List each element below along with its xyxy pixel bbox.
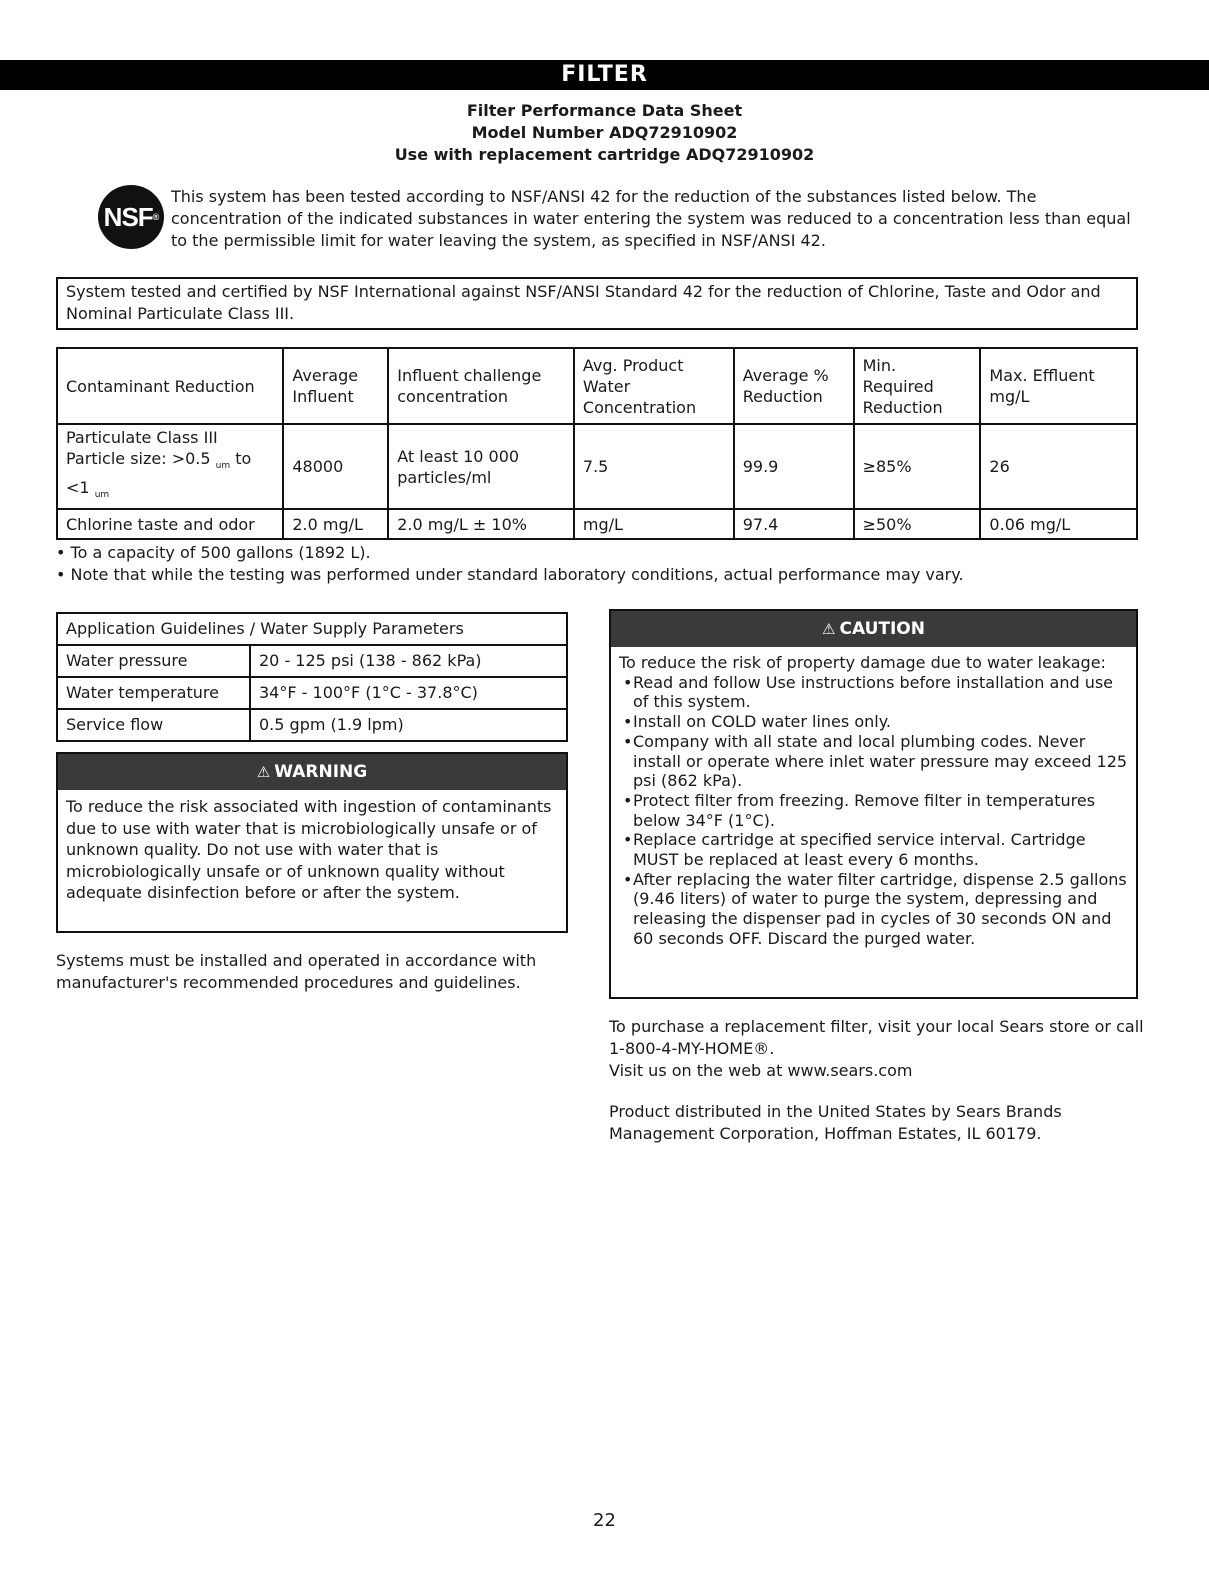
parameter-label: Service flow: [57, 709, 250, 741]
performance-table: [56, 347, 1138, 540]
list-item: • Company with all state and local plumbing codes. Never install or operate where inlet water pressure may exceed 125 psi (862 kPa).: [619, 732, 1128, 791]
caution-title: CAUTION: [839, 619, 925, 639]
table-row: [57, 645, 567, 677]
purchase-info: [609, 1016, 1149, 1082]
sheet-title: Filter Performance Data Sheet: [466, 101, 743, 120]
website-text: Visit us on the web at www.sears.com: [609, 1061, 913, 1080]
model-number: Model Number ADQ72910902: [471, 123, 738, 142]
particle-size-max: <1: [66, 478, 90, 498]
table-row: [57, 424, 1137, 509]
table-cell: 97.4: [734, 509, 854, 539]
warning-box: [56, 752, 568, 933]
table-row: [57, 709, 567, 741]
application-title: Application Guidelines / Water Supply Parameters: [57, 613, 567, 645]
nsf-intro-text: This system has been tested according to NSF/ANSI 42 for the reduction of the substances listed below. The concentration of the indicated substances in water entering the system was reduced to a concentration less than equal to the permissible limit for water leaving the system, as specified in NSF/ANSI 42.: [171, 187, 1131, 250]
parameter-label: Water pressure: [57, 645, 250, 677]
table-cell: 0.06 mg/L: [980, 509, 1137, 539]
warning-title: WARNING: [274, 762, 368, 782]
warning-text: To reduce the risk associated with ingestion of contaminants due to use with water that is microbiologically unsafe or of unknown quality. Do not use with water that is microbiologically unsafe or of unknown quality without adequate disinfection before or after the system.: [66, 797, 552, 902]
unit-subscript: um: [94, 490, 110, 501]
table-cell: 99.9: [734, 424, 854, 509]
installation-note: Systems must be installed and operated in accordance with manufacturer's recommended procedures and guidelines.: [56, 951, 537, 992]
caution-body: [611, 647, 1136, 949]
capacity-note: • To a capacity of 500 gallons (1892 L).: [56, 543, 371, 562]
header-cell: Influent challenge concentration: [388, 348, 574, 424]
list-item: • Read and follow Use instructions before installation and use of this system.: [619, 673, 1128, 712]
header-cell: Avg. Product Water Concentration: [574, 348, 734, 424]
warning-icon: ⚠: [256, 763, 271, 781]
testing-note: • Note that while the testing was performed under standard laboratory conditions, actual performance may vary.: [56, 565, 964, 584]
list-item: • Install on COLD water lines only.: [619, 712, 1128, 732]
application-guidelines-table: [56, 612, 568, 742]
table-cell: 2.0 mg/L ± 10%: [388, 509, 574, 539]
caution-intro: To reduce the risk of property damage due to water leakage:: [619, 653, 1106, 672]
list-item: • After replacing the water filter cartridge, dispense 2.5 gallons (9.46 liters) of water to purge the system, depressing and releasing the dispenser pad in cycles of 30 seconds ON and 60 seconds OFF. Discard the purged water.: [619, 870, 1128, 949]
section-banner: FILTER: [0, 60, 1209, 90]
header-cell: Average % Reduction: [734, 348, 854, 424]
contaminant-cell: Chlorine taste and odor: [57, 509, 283, 539]
table-cell: mg/L: [574, 509, 734, 539]
certification-box: System tested and certified by NSF International against NSF/ANSI Standard 42 for the reduction of Chlorine, Taste and Odor and Nominal Particulate Class III.: [56, 277, 1138, 330]
table-cell: ≥50%: [854, 509, 981, 539]
particle-size-upper: [66, 477, 274, 506]
caution-list: [619, 673, 1128, 949]
parameter-value: 34°F - 100°F (1°C - 37.8°C): [250, 677, 567, 709]
table-cell: 48000: [283, 424, 388, 509]
parameter-value: 0.5 gpm (1.9 lpm): [250, 709, 567, 741]
table-cell: 2.0 mg/L: [283, 509, 388, 539]
parameter-value: 20 - 125 psi (138 - 862 kPa): [250, 645, 567, 677]
registered-mark: ®: [152, 212, 159, 222]
unit-subscript: um: [215, 461, 231, 472]
table-header-row: [57, 613, 567, 645]
table-cell: 7.5: [574, 424, 734, 509]
table-row: [57, 677, 567, 709]
contaminant-cell: [57, 424, 283, 509]
header-cell: Average Influent: [283, 348, 388, 424]
purchase-text: To purchase a replacement filter, visit your local Sears store or call 1-800-4-MY-HOME®.: [609, 1017, 1144, 1058]
header-cell: Max. Effluent mg/L: [980, 348, 1137, 424]
warning-header: [58, 754, 566, 790]
caution-header: [611, 611, 1136, 647]
contaminant-name: Particulate Class III: [66, 428, 218, 447]
table-header-row: [57, 348, 1137, 424]
document-header: [0, 100, 1209, 166]
particle-size: [66, 448, 274, 477]
table-notes: [56, 542, 1156, 586]
distribution-info: Product distributed in the United States by Sears Brands Management Corporation, Hoffman Estates, IL 60179.: [609, 1102, 1062, 1143]
caution-icon: ⚠: [822, 620, 836, 638]
caution-box: [609, 609, 1138, 999]
table-cell: 26: [980, 424, 1137, 509]
list-item: • Protect filter from freezing. Remove filter in temperatures below 34°F (1°C).: [619, 791, 1128, 830]
page-number: 22: [593, 1510, 616, 1531]
table-cell: ≥85%: [854, 424, 981, 509]
nsf-logo: [98, 185, 164, 249]
parameter-label: Water temperature: [57, 677, 250, 709]
table-cell: At least 10 000 particles/ml: [388, 424, 574, 509]
replacement-cartridge: Use with replacement cartridge ADQ72910902: [394, 145, 815, 164]
header-cell: Contaminant Reduction: [57, 348, 283, 424]
particle-size-label: Particle size: >0.5: [66, 449, 211, 468]
header-cell: Min. Required Reduction: [854, 348, 981, 424]
particle-size-to: to: [235, 449, 252, 468]
nsf-logo-text: NSF: [103, 202, 153, 232]
list-item: • Replace cartridge at specified service interval. Cartridge MUST be replaced at least every 6 months.: [619, 830, 1128, 869]
table-row: [57, 509, 1137, 539]
